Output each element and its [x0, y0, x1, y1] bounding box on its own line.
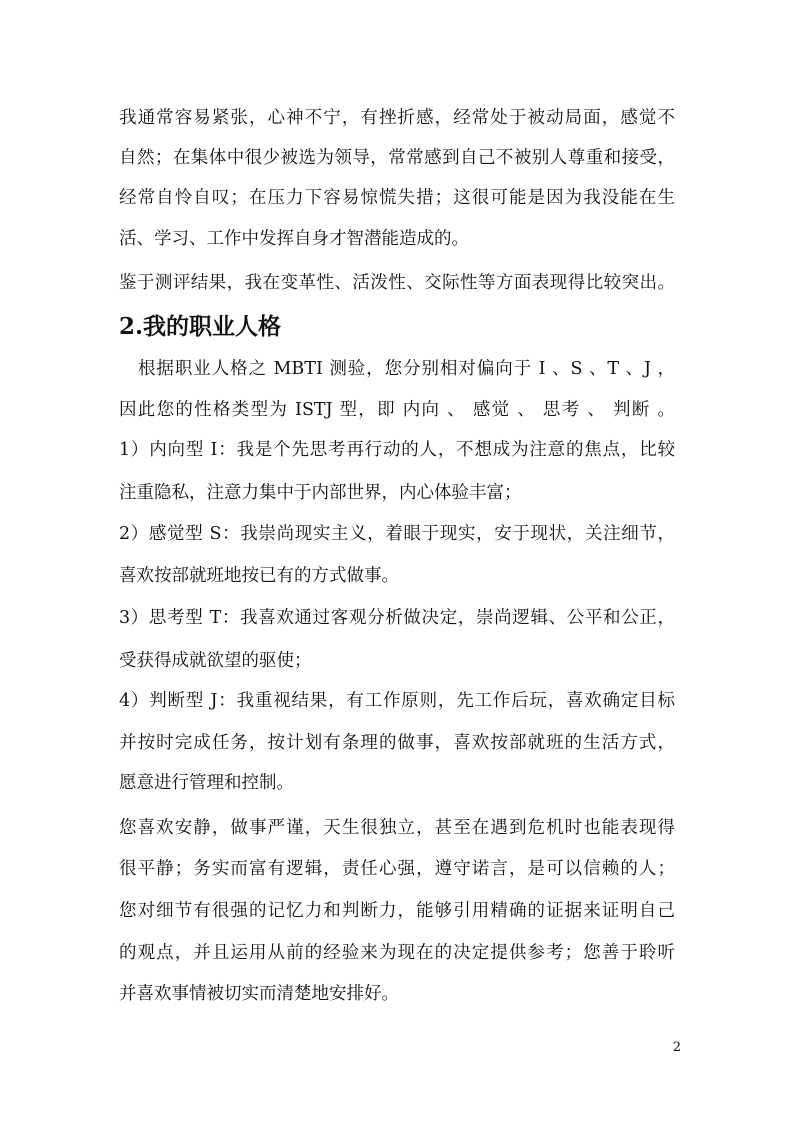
text-line: 愿意进行管理和控制。	[119, 773, 294, 793]
text-line: 我通常容易紧张，心神不宁，有挫折感，经常处于被动局面，感觉不	[119, 108, 675, 128]
text-line: 根据职业人格之 MBTI 测验，您分别相对偏向于 I 、S 、T 、J ，	[138, 359, 675, 379]
text-line: 并喜欢事情被切实而清楚地安排好。	[119, 984, 399, 1004]
text-line: 鉴于测评结果，我在变革性、活泼性、交际性等方面表现得比较突出。	[119, 273, 675, 293]
text-line: 经常自怜自叹；在压力下容易惊慌失措；这很可能是因为我没能在生	[119, 188, 675, 208]
text-line: 受获得成就欲望的驱使；	[119, 651, 312, 671]
text-line: 3）思考型 T：我喜欢通过客观分析做决定，崇尚逻辑、公平和公正，	[119, 608, 675, 628]
text-line: 的观点，并且运用从前的经验来为现在的决定提供参考；您善于聆听	[119, 943, 675, 963]
text-line: 您对细节有很强的记忆力和判断力，能够引用精确的证据来证明自己	[119, 901, 675, 921]
text-line: 因此您的性格类型为 ISTJ 型，即 内向 、 感觉 、 思考 、 判断 。	[119, 400, 675, 420]
text-line: 喜欢按部就班地按已有的方式做事。	[119, 566, 399, 586]
text-line: 4）判断型 J：我重视结果，有工作原则，先工作后玩，喜欢确定目标	[119, 691, 675, 711]
text-line: 注重隐私，注意力集中于内部世界，内心体验丰富；	[119, 483, 522, 503]
text-line: 您喜欢安静，做事严谨，天生很独立，甚至在遇到危机时也能表现得	[119, 818, 675, 838]
text-line: 2）感觉型 S：我崇尚现实主义，着眼于现实，安于现状，关注细节，	[119, 524, 675, 544]
page-number: 2	[672, 1040, 681, 1055]
text-line: 很平静；务实而富有逻辑，责任心强，遵守诺言，是可以信赖的人；	[119, 859, 675, 879]
text-line: 活、学习、工作中发挥自身才智潜能造成的。	[119, 229, 469, 249]
text-line: 1）内向型 I：我是个先思考再行动的人，不想成为注意的焦点，比较	[119, 440, 675, 460]
text-line: 自然；在集体中很少被选为领导，常常感到自己不被别人尊重和接受，	[119, 148, 675, 168]
section-heading: 2.我的职业人格	[119, 313, 282, 340]
text-line: 并按时完成任务，按计划有条理的做事，喜欢按部就班的生活方式，	[119, 733, 675, 753]
